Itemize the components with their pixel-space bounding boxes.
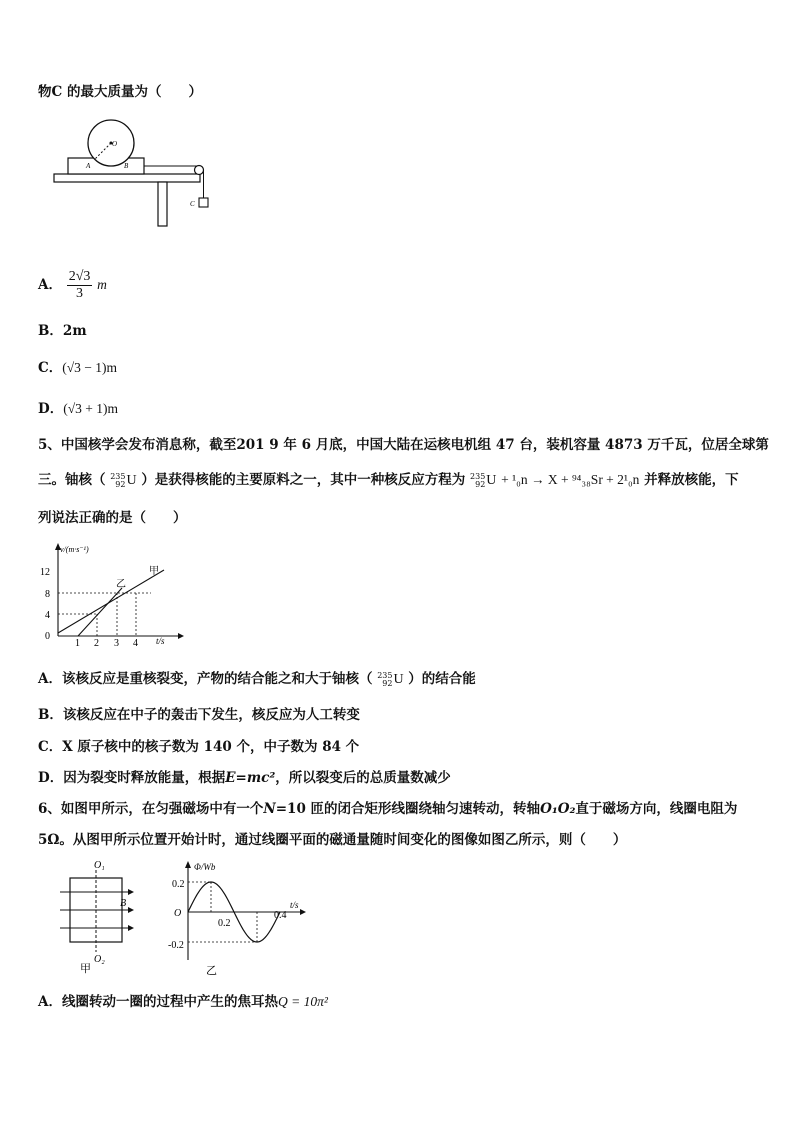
pulley: [195, 166, 204, 175]
q6-coil-figure: [56, 856, 152, 976]
xtick-4: 4: [133, 638, 138, 649]
label-O1: O₁: [94, 860, 105, 871]
uranium-nuclide: 235 92 U: [110, 471, 137, 489]
caption-yi: 乙: [206, 965, 217, 977]
tick-neg: -0.2: [168, 940, 184, 951]
q6-line-1: 6、如图甲所示，在匀强磁场中有一个N=10 匝的闭合矩形线圈绕轴匀速转动，转轴O₁O₂直于磁场方向，线圈电阻为: [38, 801, 738, 817]
q5-line-1: 5、中国核学会发布消息称，截至201 9 年 6 月底，中国大陆在运核电机组 47 台，装机容量 4873 万千瓦，位居全球第: [38, 437, 769, 453]
label-jia: 甲: [149, 566, 159, 577]
ytick-12: 12: [40, 567, 50, 578]
ytick-4: 4: [45, 610, 50, 621]
t-axis-label: t/s: [290, 900, 299, 910]
label-B-field: B: [120, 898, 127, 909]
line-yi: [78, 588, 122, 636]
label-B: B: [124, 162, 129, 170]
reaction-equation: + ¹₀n → X + ⁹⁴₃₈Sr + 2¹₀n: [501, 472, 640, 487]
tick-t1: 0.2: [218, 918, 231, 929]
ytick-0: 0: [45, 631, 50, 642]
q4-option-c: C．(√3 − 1)m: [38, 360, 118, 376]
q4-option-d: D．(√3 + 1)m: [38, 401, 118, 417]
q5-option-b: B．该核反应在中子的轰击下发生，核反应为人工转变: [38, 707, 360, 723]
q4-stem: 物C 的最大质量为（ ）: [38, 84, 202, 100]
q6-line-2: 5Ω。从图甲所示位置开始计时，通过线圈平面的磁通量随时间变化的图像如图乙所示，则（ ）: [38, 832, 627, 848]
caption-jia: 甲: [80, 963, 91, 975]
ytick-8: 8: [45, 589, 50, 600]
uranium-nuclide-option: 235 92 U: [377, 670, 404, 688]
mass-C: [199, 198, 208, 207]
label-yi: 乙: [116, 579, 126, 590]
xtick-2: 2: [94, 638, 99, 649]
table-top: [54, 174, 200, 182]
q5-option-a: A．该核反应是重核裂变，产物的结合能之和大于铀核（ 235 92 U ）的结合能: [38, 670, 476, 688]
q6-option-a: A．线圈转动一圈的过程中产生的焦耳热Q = 10π²: [38, 994, 328, 1010]
label-A: A: [86, 162, 91, 170]
equation-uranium: 235 92 U: [470, 471, 497, 489]
phi-axis-label: Φ/Wb: [194, 862, 216, 872]
label-O: O: [112, 140, 118, 148]
q4-apparatus-figure: [50, 118, 220, 230]
q5-line-3: 列说法正确的是（ ）: [38, 510, 187, 526]
q5-option-d: D．因为裂变时释放能量，根据E=mc²，所以裂变后的总质量数减少: [38, 770, 451, 786]
table-leg: [158, 182, 167, 226]
q5-option-c: C．X 原子核中的核子数为 140 个，中子数为 84 个: [38, 739, 360, 755]
q6-flux-graph: [166, 856, 316, 978]
line-jia: [58, 570, 164, 633]
q4-option-a: A． $\frac{2√3}{3}$ m: [38, 269, 107, 301]
xtick-3: 3: [114, 638, 119, 649]
q5-line-2: 三。铀核（ 235 92 U ）是获得核能的主要原料之一，其中一种核反应方程为 235 92 U + ¹₀n → X + ⁹⁴₃₈Sr + 2¹₀n 并释放核能，下: [38, 471, 739, 489]
tick-pos: 0.2: [172, 879, 185, 890]
tick-t2: 0.4: [274, 910, 287, 921]
label-O2: O₂: [94, 954, 105, 965]
q4-option-b: B．2m: [38, 323, 87, 339]
xtick-1: 1: [75, 638, 80, 649]
y-axis-label: v/(m·s⁻¹): [60, 545, 89, 554]
x-axis-label: t/s: [156, 636, 165, 646]
fraction: $\frac{2√3}{3}$: [68, 269, 91, 301]
origin-label: O: [174, 908, 182, 919]
q5-vt-graph: [36, 540, 186, 650]
label-C: C: [190, 200, 195, 208]
